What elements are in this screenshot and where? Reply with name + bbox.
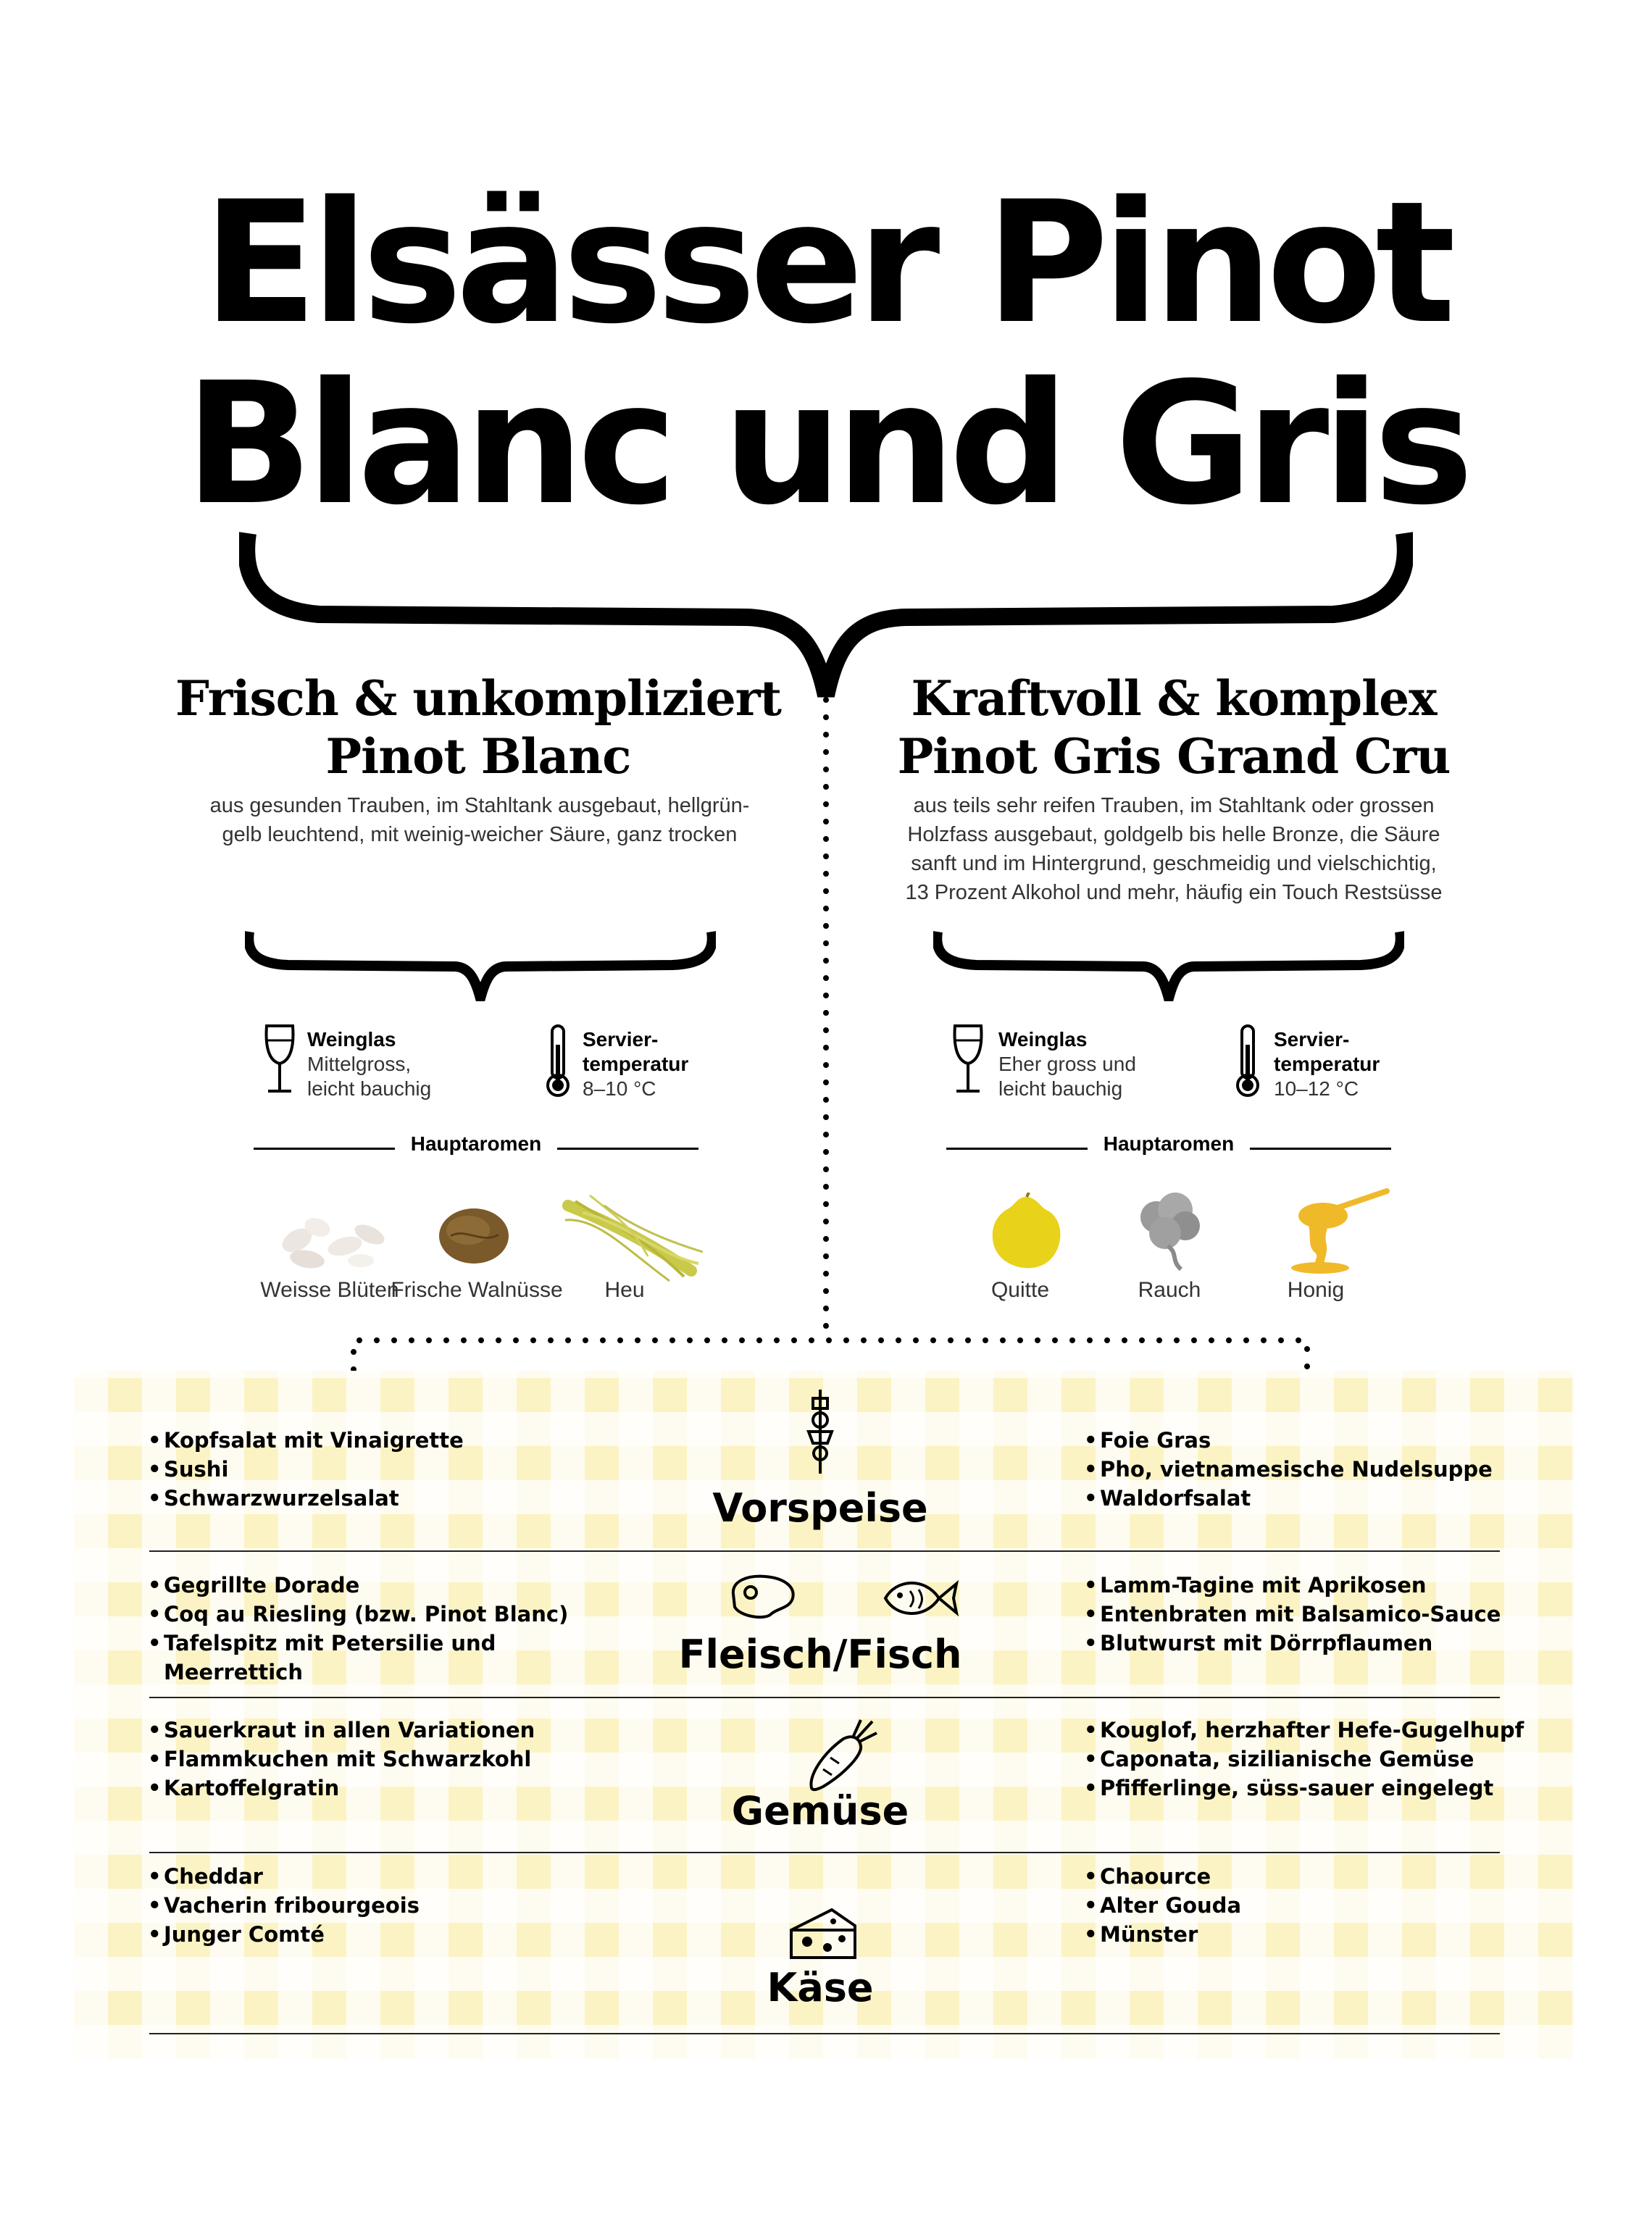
wine-glass-icon bbox=[262, 1023, 297, 1099]
list-item: • Lamm-Tagine mit Aprikosen bbox=[1084, 1571, 1501, 1600]
list-item: • Cheddar bbox=[148, 1862, 420, 1891]
right-brace bbox=[933, 929, 1404, 1001]
left-glass-text-1: Mittelgross, bbox=[307, 1053, 412, 1075]
pairing-list-right-fleisch-fisch bbox=[1084, 1571, 1501, 1658]
left-temp-value: 8–10 °C bbox=[583, 1077, 656, 1100]
left-description: aus gesunden Trauben, im Stahltank ausgebaut, hellgrün-gelb leuchtend, mit weinig-weicher Säure, ganz trocken bbox=[209, 794, 750, 846]
right-glass-text-1: Eher gross und bbox=[998, 1053, 1136, 1075]
list-item-continuation: Meerrettich bbox=[164, 1660, 303, 1684]
left-temp-title-2: temperatur bbox=[583, 1053, 689, 1075]
quince-icon bbox=[987, 1193, 1067, 1276]
hay-icon bbox=[561, 1191, 706, 1289]
left-temp-info bbox=[583, 1027, 688, 1101]
white-blossoms-icon bbox=[275, 1203, 391, 1279]
right-temp-value: 10–12 °C bbox=[1274, 1077, 1359, 1100]
page-title-line-1: Elsässer Pinot bbox=[202, 165, 1450, 361]
aroma-label-quince: Quitte bbox=[990, 1278, 1050, 1302]
left-heading-style: Frisch & unkompliziert bbox=[175, 670, 782, 727]
list-item: • Junger Comté bbox=[148, 1920, 420, 1949]
list-item: • Chaource bbox=[1084, 1862, 1241, 1891]
aroma-label-hay: Heu bbox=[604, 1278, 645, 1302]
left-glass-info bbox=[307, 1027, 431, 1101]
right-description: aus teils sehr reifen Trauben, im Stahltank oder grossen Holzfass ausgebaut, goldgelb bis helle Bronze, die Säure sanft und im Hintergrund, geschmeidig und vielschichtig, 13 Prozent Alkohol und mehr, häufig ein Touch Restsüsse bbox=[905, 794, 1443, 904]
list-item bbox=[148, 1658, 568, 1687]
right-glass-info bbox=[998, 1027, 1136, 1101]
list-item: • Gegrillte Dorade bbox=[148, 1571, 568, 1600]
right-glass-text-2: leicht bauchig bbox=[998, 1077, 1123, 1100]
thermometer-icon bbox=[1233, 1023, 1262, 1102]
list-item: • Foie Gras bbox=[1084, 1426, 1493, 1455]
left-heading-wine: Pinot Blanc bbox=[325, 728, 631, 785]
right-aromas-label: Hauptaromen bbox=[1088, 1132, 1250, 1155]
list-item: • Kartoffelgratin bbox=[148, 1774, 535, 1803]
steak-icon bbox=[726, 1572, 798, 1626]
list-item: • Tafelspitz mit Petersilie und bbox=[148, 1629, 568, 1658]
page-title-line-2: Blanc und Gris bbox=[185, 346, 1467, 542]
skewer-icon bbox=[803, 1388, 838, 1479]
pairing-list-left-gemuese bbox=[148, 1716, 535, 1803]
aroma-label-walnuts: Frische Walnüsse bbox=[391, 1278, 563, 1302]
list-item: • Sushi bbox=[148, 1455, 464, 1484]
left-glass-title: Weinglas bbox=[307, 1028, 396, 1051]
list-item: • Münster bbox=[1084, 1920, 1241, 1949]
list-item: • Flammkuchen mit Schwarzkohl bbox=[148, 1745, 535, 1774]
right-glass-title: Weinglas bbox=[998, 1028, 1088, 1051]
right-temp-info bbox=[1274, 1027, 1380, 1101]
pairing-list-right-vorspeise bbox=[1084, 1426, 1493, 1513]
right-aromas-heading bbox=[946, 1132, 1391, 1156]
left-glass-text-2: leicht bauchig bbox=[307, 1077, 432, 1100]
aroma-label-white-blossoms: Weisse Blüten bbox=[260, 1278, 399, 1302]
center-dotted-divider bbox=[817, 696, 835, 1337]
list-item: • Waldorfsalat bbox=[1084, 1484, 1493, 1513]
pairing-list-right-gemuese bbox=[1084, 1716, 1524, 1803]
list-item: • Pho, vietnamesische Nudelsuppe bbox=[1084, 1455, 1493, 1484]
smoke-icon bbox=[1127, 1188, 1214, 1279]
right-temp-title-1: Servier- bbox=[1274, 1028, 1350, 1051]
cheese-icon bbox=[788, 1905, 858, 1967]
list-item: • Sauerkraut in allen Variationen bbox=[148, 1716, 535, 1745]
aroma-label-smoke: Rauch bbox=[1138, 1278, 1201, 1302]
walnut-icon bbox=[436, 1206, 512, 1270]
right-temp-title-2: temperatur bbox=[1274, 1053, 1380, 1075]
right-heading-style: Kraftvoll & komplex bbox=[911, 670, 1437, 727]
row-divider bbox=[149, 1550, 1500, 1552]
fish-icon bbox=[881, 1569, 961, 1631]
list-item: • Kopfsalat mit Vinaigrette bbox=[148, 1426, 464, 1455]
list-item: • Entenbraten mit Balsamico-Sauce bbox=[1084, 1600, 1501, 1629]
category-gemuese: Gemüse bbox=[731, 1788, 909, 1834]
category-vorspeise: Vorspeise bbox=[712, 1485, 928, 1531]
pairing-list-left-kaese bbox=[148, 1862, 420, 1949]
aroma-label-honey: Honig bbox=[1287, 1278, 1345, 1302]
honey-dipper-icon bbox=[1287, 1181, 1396, 1279]
list-item: • Kouglof, herzhafter Hefe-Gugelhupf bbox=[1084, 1716, 1524, 1745]
left-aromas-label: Hauptaromen bbox=[395, 1132, 557, 1155]
list-item: • Coq au Riesling (bzw. Pinot Blanc) bbox=[148, 1600, 568, 1629]
left-aromas-heading bbox=[254, 1132, 698, 1156]
thermometer-icon bbox=[543, 1023, 572, 1102]
pairing-list-left-fleisch-fisch bbox=[148, 1571, 568, 1687]
left-temp-title-1: Servier- bbox=[583, 1028, 659, 1051]
pairing-list-left-vorspeise bbox=[148, 1426, 464, 1513]
right-heading-wine: Pinot Gris Grand Cru bbox=[897, 728, 1451, 785]
row-divider bbox=[149, 1697, 1500, 1698]
list-item: • Blutwurst mit Dörrpflaumen bbox=[1084, 1629, 1501, 1658]
category-kaese: Käse bbox=[767, 1965, 874, 2010]
list-item: • Pfifferlinge, süss-sauer eingelegt bbox=[1084, 1774, 1524, 1803]
list-item: • Alter Gouda bbox=[1084, 1891, 1241, 1920]
row-divider bbox=[149, 2033, 1500, 2034]
pairing-list-right-kaese bbox=[1084, 1862, 1241, 1949]
list-item: • Caponata, sizilianische Gemüse bbox=[1084, 1745, 1524, 1774]
row-divider bbox=[149, 1852, 1500, 1853]
wine-glass-icon bbox=[951, 1023, 985, 1099]
list-item: • Vacherin fribourgeois bbox=[148, 1891, 420, 1920]
category-fleisch-fisch: Fleisch/Fisch bbox=[678, 1632, 962, 1677]
list-item: • Schwarzwurzelsalat bbox=[148, 1484, 464, 1513]
left-brace bbox=[245, 929, 716, 1001]
